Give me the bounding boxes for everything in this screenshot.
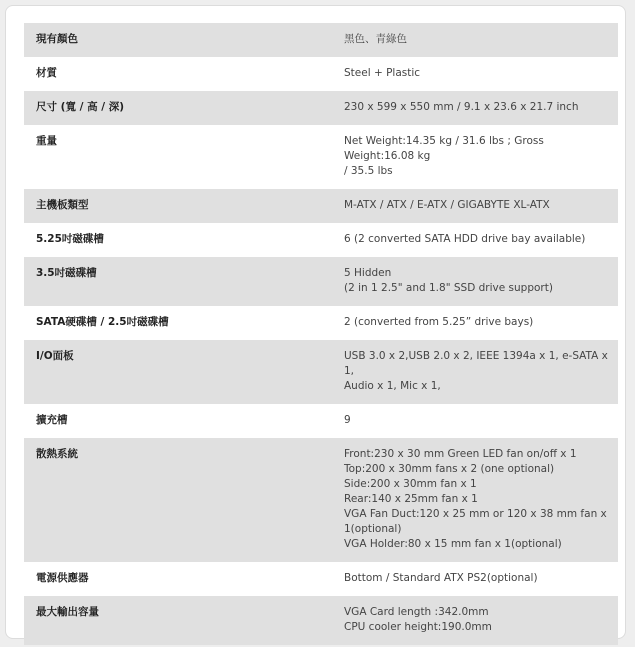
- spec-value: [344, 438, 618, 562]
- spec-row: [24, 340, 618, 404]
- spec-row: [24, 23, 618, 57]
- spec-value-line: USB 3.0 x 2,USB 2.0 x 2, IEEE 1394a x 1, e-SATA x 1,: [344, 350, 612, 377]
- spec-value: [344, 223, 618, 257]
- spec-label: 尺寸 (寬 / 高 / 深): [36, 101, 125, 113]
- spec-label: 5.25吋磁碟槽: [36, 233, 104, 245]
- spec-value-line: 5 Hidden: [344, 267, 392, 279]
- spec-value-line: 6 (2 converted SATA HDD drive bay available): [344, 233, 586, 245]
- spec-value: [344, 189, 618, 223]
- spec-label: 擴充槽: [36, 414, 68, 426]
- spec-value-line: Bottom / Standard ATX PS2(optional): [344, 572, 538, 584]
- spec-value: [344, 57, 618, 91]
- spec-value-line: 1(optional): [344, 523, 402, 535]
- spec-label: I/O面板: [36, 350, 74, 362]
- spec-value: [344, 306, 618, 340]
- spec-label: SATA硬碟槽 / 2.5吋磁碟槽: [36, 316, 169, 328]
- spec-row: [24, 125, 618, 189]
- spec-value: [344, 91, 618, 125]
- spec-value-line: VGA Holder:80 x 15 mm fan x 1(optional): [344, 538, 562, 550]
- spec-label: 電源供應器: [36, 572, 89, 584]
- spec-value-line: Rear:140 x 25mm fan x 1: [344, 493, 478, 505]
- spec-value: [344, 125, 618, 189]
- spec-value: [344, 340, 618, 404]
- spec-value-line: (2 in 1 2.5" and 1.8" SSD drive support): [344, 282, 553, 294]
- spec-row: [24, 438, 618, 562]
- spec-card: [5, 5, 626, 639]
- spec-value-line: 2 (converted from 5.25” drive bays): [344, 316, 534, 328]
- spec-value: [344, 596, 618, 645]
- spec-row: [24, 91, 618, 125]
- spec-value-line: CPU cooler height:190.0mm: [344, 621, 492, 633]
- spec-label: 最大輸出容量: [36, 606, 99, 618]
- spec-value-line: Net Weight:14.35 kg / 31.6 lbs ; Gross Weight:16.08 kg: [344, 135, 548, 162]
- spec-row: [24, 306, 618, 340]
- spec-value: [344, 562, 618, 596]
- spec-value: [344, 404, 618, 438]
- spec-label: 材質: [36, 67, 57, 79]
- spec-row: [24, 596, 618, 645]
- spec-value-line: 黑色、青綠色: [344, 33, 407, 45]
- spec-value-line: / 35.5 lbs: [344, 165, 393, 177]
- spec-value-line: VGA Fan Duct:120 x 25 mm or 120 x 38 mm fan x: [344, 508, 607, 520]
- spec-row: [24, 189, 618, 223]
- spec-value-line: Front:230 x 30 mm Green LED fan on/off x 1: [344, 448, 577, 460]
- spec-table: [24, 23, 618, 645]
- spec-value-line: VGA Card length :342.0mm: [344, 606, 489, 618]
- spec-value-line: Steel + Plastic: [344, 67, 421, 79]
- spec-value-line: 9: [344, 414, 351, 426]
- spec-value: [344, 23, 618, 57]
- spec-row: [24, 257, 618, 306]
- spec-value-line: 230 x 599 x 550 mm / 9.1 x 23.6 x 21.7 inch: [344, 101, 579, 113]
- spec-row: [24, 223, 618, 257]
- spec-value-line: Audio x 1, Mic x 1,: [344, 380, 441, 392]
- spec-label: 散熱系統: [36, 448, 78, 460]
- spec-row: [24, 404, 618, 438]
- spec-value-line: Top:200 x 30mm fans x 2 (one optional): [344, 463, 555, 475]
- spec-label: 3.5吋磁碟槽: [36, 267, 97, 279]
- spec-table-body: [24, 23, 618, 645]
- spec-value-line: M-ATX / ATX / E-ATX / GIGABYTE XL-ATX: [344, 199, 550, 211]
- spec-label: 重量: [36, 135, 57, 147]
- spec-value: [344, 257, 618, 306]
- spec-row: [24, 562, 618, 596]
- spec-row: [24, 57, 618, 91]
- spec-label: 現有顏色: [36, 33, 78, 45]
- spec-value-line: Side:200 x 30mm fan x 1: [344, 478, 477, 490]
- spec-label: 主機板類型: [36, 199, 89, 211]
